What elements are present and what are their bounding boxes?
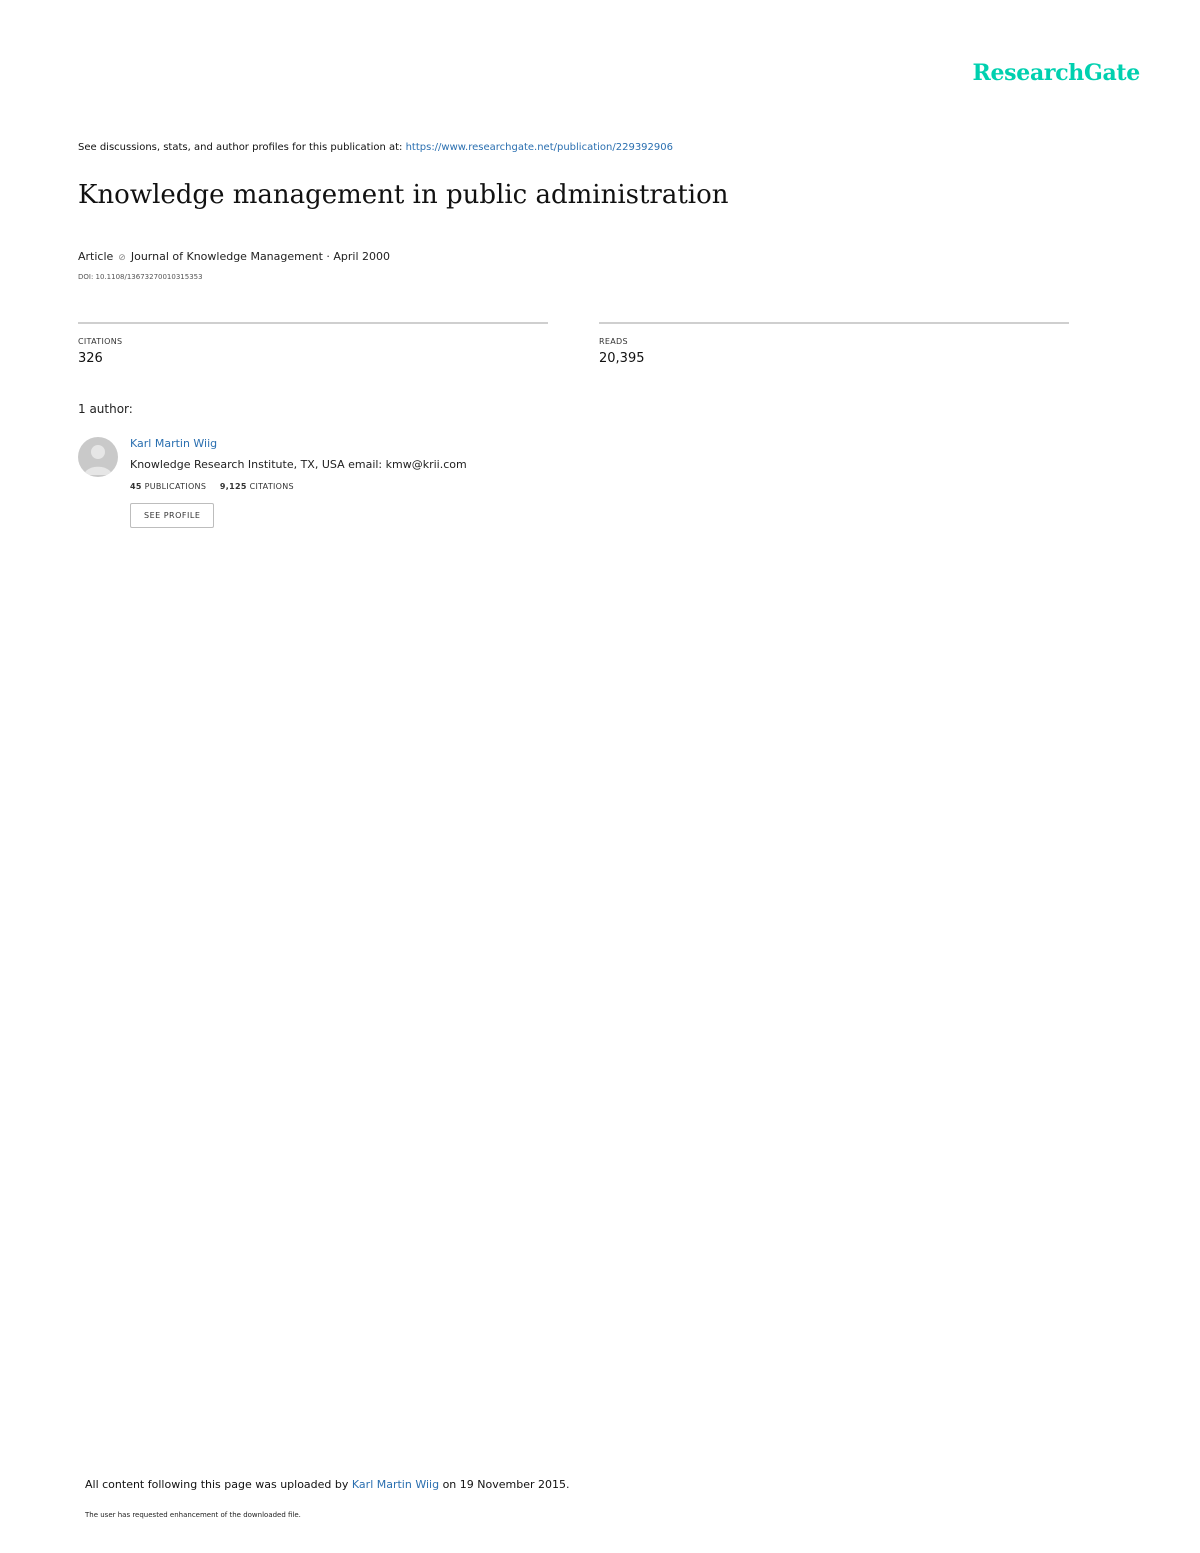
avatar[interactable] — [78, 437, 118, 477]
authors-count: 1 author: — [78, 402, 133, 416]
upload-info — [85, 1478, 569, 1491]
see-profile-button[interactable]: SEE PROFILE — [130, 503, 214, 528]
user-silhouette-icon — [78, 437, 118, 477]
publication-title: Knowledge management in public administration — [78, 180, 729, 210]
reads-value: 20,395 — [599, 351, 645, 366]
publication-type: Article — [78, 250, 114, 263]
citations-value: 326 — [78, 351, 103, 366]
author-publications-label: PUBLICATIONS — [144, 482, 207, 491]
publication-doi: DOI: 10.1108/13673270010315353 — [78, 273, 203, 281]
author-stats — [130, 482, 467, 491]
author-publications-count: 45 — [130, 482, 142, 491]
publication-url-link[interactable]: https://www.researchgate.net/publication/229392906 — [405, 142, 673, 153]
download-note: The user has requested enhancement of the downloaded file. — [85, 1511, 301, 1519]
upload-prefix: All content following this page was uploaded by — [85, 1478, 352, 1491]
header-intro-text: See discussions, stats, and author profiles for this publication at: — [78, 142, 406, 153]
citations-label: CITATIONS — [78, 337, 123, 346]
author-citations-label: CITATIONS — [249, 482, 294, 491]
reads-label: READS — [599, 337, 628, 346]
author-citations-count: 9,125 — [219, 482, 247, 491]
in-press-icon: ⊘ — [118, 253, 126, 263]
author-card — [130, 437, 467, 528]
publication-header-line — [78, 142, 673, 153]
researchgate-logo[interactable]: ResearchGate — [972, 60, 1140, 86]
uploader-name-link[interactable]: Karl Martin Wiig — [351, 1478, 440, 1491]
author-name-link[interactable]: Karl Martin Wiig — [130, 437, 218, 450]
publication-meta — [78, 250, 390, 263]
journal-and-date: Journal of Knowledge Management · April 2000 — [130, 250, 391, 263]
author-affiliation: Knowledge Research Institute, TX, USA email: kmw@krii.com — [130, 458, 467, 471]
citations-stat — [78, 322, 548, 366]
upload-suffix: on 19 November 2015. — [439, 1478, 570, 1491]
reads-stat — [599, 322, 1069, 366]
